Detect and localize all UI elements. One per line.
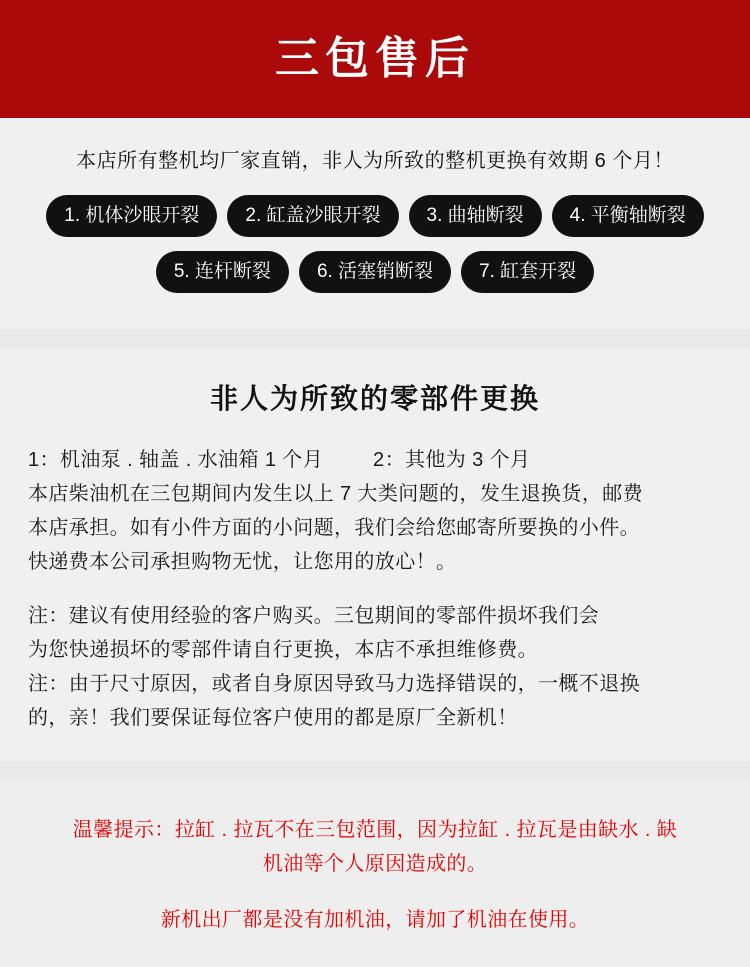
parts-policy-line: 本店柴油机在三包期间内发生以上 7 大类问题的，发生退换货，邮费 — [28, 482, 644, 505]
parts-duration-a: 1：机油泵 . 轴盖 . 水油箱 1 个月 — [28, 448, 324, 471]
warranty-item: 3. 曲轴断裂 — [409, 195, 542, 237]
warranty-item-row-2 — [0, 251, 750, 293]
warranty-item: 6. 活塞销断裂 — [299, 251, 451, 293]
warranty-intro-text: 本店所有整机均厂家直销，非人为所致的整机更换有效期 6 个月！ — [76, 150, 674, 172]
warranty-item: 2. 缸盖沙眼开裂 — [227, 195, 398, 237]
warranty-item: 4. 平衡轴断裂 — [552, 195, 704, 237]
parts-section-title: 非人为所致的零部件更换 — [209, 382, 540, 414]
warranty-item-row-1 — [0, 195, 750, 237]
parts-duration-line — [28, 443, 722, 477]
parts-note-line: 注：建议有使用经验的客户购买。三包期间的零部件损坏我们会 — [28, 604, 600, 627]
warranty-item: 5. 连杆断裂 — [156, 251, 289, 293]
warranty-item: 1. 机体沙眼开裂 — [46, 195, 217, 237]
header-banner — [0, 0, 750, 118]
parts-note-1 — [28, 599, 722, 735]
section-divider — [0, 761, 750, 779]
parts-policy-line: 本店承担。如有小件方面的小问题，我们会给您邮寄所要换的小件。 — [28, 516, 640, 539]
parts-policy-line: 快递费本公司承担购物无忧，让您用的放心！。 — [28, 550, 457, 573]
warm-tip-line: 新机出厂都是没有加机油，请加了机油在使用。 — [160, 908, 590, 931]
warranty-section — [0, 118, 750, 329]
page-title: 三包售后 — [275, 34, 475, 83]
warm-tips-section — [0, 779, 750, 967]
warranty-item: 7. 缸套开裂 — [461, 251, 594, 293]
warm-tip-line: 机油等个人原因造成的。 — [262, 852, 488, 875]
parts-note-line: 的，亲！我们要保证每位客户使用的都是原厂全新机！ — [28, 706, 518, 729]
parts-note-line: 注：由于尺寸原因，或者自身原因导致马力选择错误的，一概不退换 — [28, 672, 640, 695]
parts-duration-b: 2：其他为 3 个月 — [373, 448, 531, 471]
parts-note-line: 为您快递损坏的零部件请自行更换，本店不承担维修费。 — [28, 638, 538, 661]
section-divider — [0, 329, 750, 347]
warm-tip-line: 温馨提示：拉缸 . 拉瓦不在三包范围，因为拉缸 . 拉瓦是由缺水 . 缺 — [72, 818, 678, 841]
parts-replacement-section — [0, 347, 750, 761]
